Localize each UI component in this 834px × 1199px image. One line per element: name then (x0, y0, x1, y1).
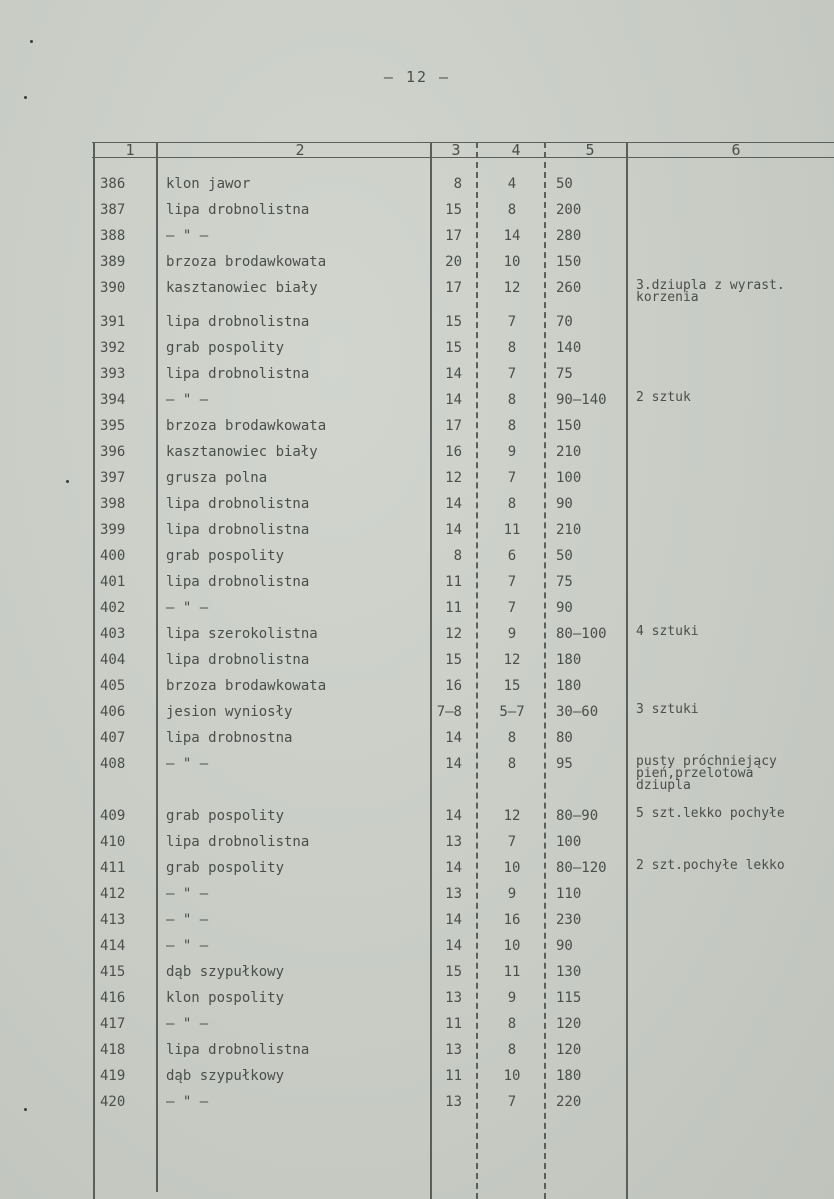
row-number: 407 (100, 730, 126, 746)
paper-speck (24, 96, 27, 99)
table-row (0, 990, 834, 1016)
row-number: 398 (100, 496, 126, 512)
circumference-value: 100 (556, 470, 582, 486)
row-number: 410 (100, 834, 126, 850)
tree-species: lipa drobnolistna (166, 834, 310, 850)
circumference-value: 90 (556, 938, 573, 954)
tree-species: – " – (166, 938, 209, 954)
circumference-value: 120 (556, 1042, 582, 1058)
crown-value: 9 (507, 886, 517, 902)
header-col-1: 1 (125, 141, 135, 159)
height-value: 14 (445, 808, 462, 824)
tree-species: lipa drobnolistna (166, 366, 310, 382)
table-row (0, 938, 834, 964)
tree-species: – " – (166, 228, 209, 244)
row-number: 412 (100, 886, 126, 902)
height-value: 16 (445, 444, 462, 460)
height-value: 11 (445, 1068, 462, 1084)
crown-value: 8 (507, 418, 517, 434)
row-number: 386 (100, 176, 126, 192)
row-number: 413 (100, 912, 126, 928)
tree-species: lipa drobnolistna (166, 202, 310, 218)
row-number: 395 (100, 418, 126, 434)
remarks: 4 sztuki (636, 624, 699, 639)
circumference-value: 280 (556, 228, 582, 244)
row-number: 392 (100, 340, 126, 356)
tree-species: grab pospolity (166, 808, 285, 824)
row-number: 411 (100, 860, 126, 876)
height-value: 15 (445, 964, 462, 980)
tree-species: klon jawor (166, 176, 251, 192)
row-number: 402 (100, 600, 126, 616)
row-number: 416 (100, 990, 126, 1006)
tree-species: – " – (166, 756, 209, 772)
circumference-value: 220 (556, 1094, 582, 1110)
row-number: 418 (100, 1042, 126, 1058)
table-row (0, 314, 834, 340)
height-value: 14 (445, 392, 462, 408)
table-row (0, 470, 834, 496)
table-row (0, 392, 834, 418)
table-row (0, 522, 834, 548)
height-value: 13 (445, 886, 462, 902)
height-value: 14 (445, 912, 462, 928)
header-col-3: 3 (451, 141, 461, 159)
tree-species: dąb szypułkowy (166, 964, 285, 980)
circumference-value: 210 (556, 522, 582, 538)
tree-species: lipa drobnolistna (166, 574, 310, 590)
circumference-value: 80–90 (556, 808, 599, 824)
crown-value: 11 (503, 522, 521, 538)
table-row (0, 1068, 834, 1094)
height-value: 14 (445, 522, 462, 538)
height-value: 13 (445, 990, 462, 1006)
crown-value: 10 (503, 254, 521, 270)
table-row (0, 228, 834, 254)
circumference-value: 90 (556, 496, 573, 512)
row-number: 405 (100, 678, 126, 694)
table-row (0, 626, 834, 652)
row-number: 388 (100, 228, 126, 244)
circumference-value: 210 (556, 444, 582, 460)
row-number: 394 (100, 392, 126, 408)
remarks: pusty próchniejący pień,przelotowa dziupla (636, 754, 777, 793)
crown-value: 10 (503, 1068, 521, 1084)
height-value: 20 (445, 254, 462, 270)
circumference-value: 180 (556, 652, 582, 668)
height-value: 15 (445, 340, 462, 356)
remarks: 2 sztuk (636, 390, 691, 405)
crown-value: 7 (507, 366, 517, 382)
tree-species: jesion wyniosły (166, 704, 293, 720)
header-col-4: 4 (511, 141, 521, 159)
tree-species: – " – (166, 1094, 209, 1110)
crown-value: 8 (507, 392, 517, 408)
crown-value: 9 (507, 990, 517, 1006)
row-number: 396 (100, 444, 126, 460)
circumference-value: 260 (556, 280, 582, 296)
height-value: 13 (445, 1094, 462, 1110)
crown-value: 9 (507, 626, 517, 642)
row-number: 414 (100, 938, 126, 954)
tree-species: grab pospolity (166, 340, 285, 356)
crown-value: 7 (507, 314, 517, 330)
table-row (0, 496, 834, 522)
crown-value: 16 (503, 912, 521, 928)
circumference-value: 80–100 (556, 626, 607, 642)
row-number: 401 (100, 574, 126, 590)
crown-value: 15 (503, 678, 521, 694)
circumference-value: 150 (556, 254, 582, 270)
crown-value: 8 (507, 1016, 517, 1032)
tree-species: brzoza brodawkowata (166, 254, 327, 270)
circumference-value: 50 (556, 548, 573, 564)
height-value: 14 (445, 860, 462, 876)
table-row (0, 444, 834, 470)
table-row (0, 678, 834, 704)
circumference-value: 230 (556, 912, 582, 928)
row-number: 415 (100, 964, 126, 980)
table-row (0, 730, 834, 756)
table-row (0, 548, 834, 574)
circumference-value: 120 (556, 1016, 582, 1032)
crown-value: 5–7 (499, 704, 525, 720)
circumference-value: 30–60 (556, 704, 599, 720)
row-number: 404 (100, 652, 126, 668)
table-row (0, 886, 834, 912)
height-value: 16 (445, 678, 462, 694)
tree-species: lipa drobnostna (166, 730, 293, 746)
table-row (0, 860, 834, 886)
table-row (0, 808, 834, 834)
height-value: 14 (445, 496, 462, 512)
tree-species: lipa drobnolistna (166, 652, 310, 668)
table-row (0, 280, 834, 306)
height-value: 11 (445, 574, 462, 590)
row-number: 389 (100, 254, 126, 270)
row-number: 393 (100, 366, 126, 382)
crown-value: 7 (507, 574, 517, 590)
table-row (0, 1042, 834, 1068)
tree-species: grab pospolity (166, 548, 285, 564)
circumference-value: 200 (556, 202, 582, 218)
circumference-value: 95 (556, 756, 573, 772)
tree-species: kasztanowiec biały (166, 444, 318, 460)
height-value: 7–8 (436, 704, 462, 720)
crown-value: 8 (507, 340, 517, 356)
row-number: 403 (100, 626, 126, 642)
crown-value: 8 (507, 1042, 517, 1058)
crown-value: 7 (507, 1094, 517, 1110)
remarks: 2 szt.pochyłe lekko (636, 858, 785, 873)
paper-speck (24, 1108, 27, 1111)
crown-value: 14 (503, 228, 521, 244)
circumference-value: 100 (556, 834, 582, 850)
crown-value: 11 (503, 964, 521, 980)
crown-value: 10 (503, 860, 521, 876)
circumference-value: 150 (556, 418, 582, 434)
crown-value: 8 (507, 202, 517, 218)
row-number: 387 (100, 202, 126, 218)
circumference-value: 75 (556, 574, 573, 590)
table-row (0, 1016, 834, 1042)
height-value: 14 (445, 730, 462, 746)
tree-species: klon pospolity (166, 990, 285, 1006)
crown-value: 8 (507, 756, 517, 772)
tree-species: kasztanowiec biały (166, 280, 318, 296)
tree-species: – " – (166, 392, 209, 408)
row-number: 406 (100, 704, 126, 720)
table-row (0, 754, 834, 793)
height-value: 12 (445, 626, 462, 642)
table-row (0, 704, 834, 730)
header-col-5: 5 (585, 141, 595, 159)
row-number: 417 (100, 1016, 126, 1032)
circumference-value: 90–140 (556, 392, 607, 408)
height-value: 15 (445, 202, 462, 218)
page-number: – 12 – (383, 68, 451, 86)
row-number: 390 (100, 280, 126, 296)
tree-species: grab pospolity (166, 860, 285, 876)
row-number: 420 (100, 1094, 126, 1110)
tree-species: lipa szerokolistna (166, 626, 318, 642)
tree-species: – " – (166, 1016, 209, 1032)
table-row (0, 964, 834, 990)
crown-value: 12 (503, 652, 521, 668)
tree-species: – " – (166, 912, 209, 928)
row-number: 391 (100, 314, 126, 330)
tree-species: lipa drobnolistna (166, 522, 310, 538)
tree-species: grusza polna (166, 470, 268, 486)
height-value: 15 (445, 314, 462, 330)
row-number: 397 (100, 470, 126, 486)
tree-species: lipa drobnolistna (166, 314, 310, 330)
row-number: 409 (100, 808, 126, 824)
crown-value: 9 (507, 444, 517, 460)
tree-species: – " – (166, 600, 209, 616)
circumference-value: 180 (556, 678, 582, 694)
height-value: 11 (445, 1016, 462, 1032)
height-value: 17 (445, 228, 462, 244)
height-value: 8 (453, 548, 462, 564)
table-row (0, 574, 834, 600)
remarks: 5 szt.lekko pochyłe (636, 806, 785, 821)
remarks: 3 sztuki (636, 702, 699, 717)
table-row (0, 366, 834, 392)
crown-value: 6 (507, 548, 517, 564)
table-row (0, 1094, 834, 1120)
circumference-value: 75 (556, 366, 573, 382)
tree-species: brzoza brodawkowata (166, 678, 327, 694)
height-value: 17 (445, 418, 462, 434)
table-row (0, 600, 834, 626)
tree-species: dąb szypułkowy (166, 1068, 285, 1084)
height-value: 13 (445, 1042, 462, 1058)
crown-value: 8 (507, 496, 517, 512)
circumference-value: 90 (556, 600, 573, 616)
crown-value: 7 (507, 834, 517, 850)
row-number: 408 (100, 756, 126, 772)
height-value: 15 (445, 652, 462, 668)
height-value: 17 (445, 280, 462, 296)
table-row (0, 202, 834, 228)
tree-species: – " – (166, 886, 209, 902)
circumference-value: 80–120 (556, 860, 607, 876)
table-row (0, 418, 834, 444)
height-value: 13 (445, 834, 462, 850)
table-row (0, 340, 834, 366)
table-row (0, 652, 834, 678)
crown-value: 10 (503, 938, 521, 954)
row-number: 400 (100, 548, 126, 564)
circumference-value: 80 (556, 730, 573, 746)
header-col-2: 2 (295, 141, 305, 159)
height-value: 12 (445, 470, 462, 486)
crown-value: 8 (507, 730, 517, 746)
table-row (0, 254, 834, 280)
height-value: 11 (445, 600, 462, 616)
remarks: 3.dziupla z wyrast. korzenia (636, 278, 785, 305)
circumference-value: 110 (556, 886, 582, 902)
table-row (0, 912, 834, 938)
tree-species: lipa drobnolistna (166, 496, 310, 512)
paper-speck (66, 480, 69, 483)
circumference-value: 140 (556, 340, 582, 356)
crown-value: 4 (507, 176, 517, 192)
crown-value: 12 (503, 808, 521, 824)
crown-value: 12 (503, 280, 521, 296)
height-value: 14 (445, 756, 462, 772)
height-value: 14 (445, 366, 462, 382)
circumference-value: 50 (556, 176, 573, 192)
paper-speck (30, 40, 33, 43)
table-row (0, 176, 834, 202)
tree-species: brzoza brodawkowata (166, 418, 327, 434)
row-number: 399 (100, 522, 126, 538)
circumference-value: 70 (556, 314, 573, 330)
tree-species: lipa drobnolistna (166, 1042, 310, 1058)
table-row (0, 834, 834, 860)
circumference-value: 130 (556, 964, 582, 980)
circumference-value: 115 (556, 990, 582, 1006)
height-value: 14 (445, 938, 462, 954)
circumference-value: 180 (556, 1068, 582, 1084)
header-col-6: 6 (731, 141, 741, 159)
crown-value: 7 (507, 470, 517, 486)
height-value: 8 (453, 176, 462, 192)
crown-value: 7 (507, 600, 517, 616)
row-number: 419 (100, 1068, 126, 1084)
